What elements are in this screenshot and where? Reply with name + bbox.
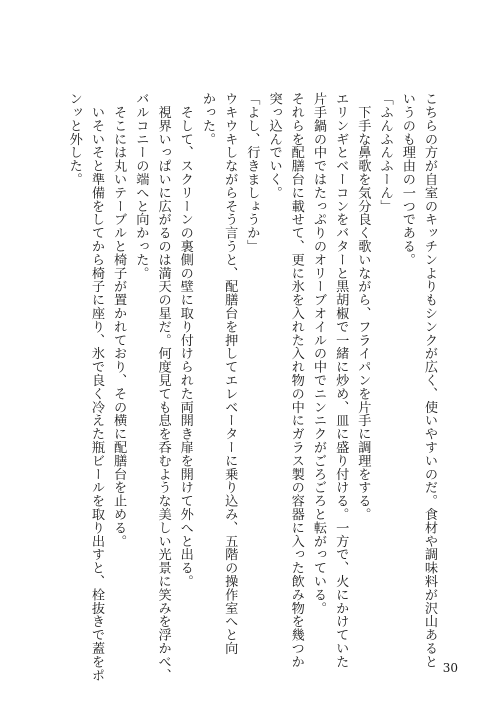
text-line: いそいそと準備をしてから椅子に座り、氷で良く冷えた瓶ビールを取り出すと、栓抜きで蓋をポ	[88, 92, 104, 682]
text-line: いうのも理由の一つである。	[399, 92, 415, 267]
text-line: こちらの方が自室のキッチンよりもシンクが広く、使いやすいのだ。食材や調味料が沢山あると	[422, 92, 437, 669]
text-line: 下手な鼻歌を気分良く歌いながら、フライパンを片手に調理をする。	[355, 92, 371, 521]
text-line: かった。	[199, 92, 215, 146]
text-line: 片手鍋の中ではたっぷりのオリーブオイルの中でニンニクがごろごろと転がっている。	[310, 92, 326, 615]
text-line: 「よし、行きましょうか」	[244, 92, 260, 253]
text-line: 「ふんふんふーん」	[377, 92, 393, 213]
text-line: 突っ込んでいく。	[266, 92, 282, 200]
page-number: 30	[442, 661, 458, 675]
text-line: それらを配膳台に載せて、更に氷を入れた入れ物の中にガラス製の容器に入った飲み物を幾つか	[288, 92, 304, 669]
text-line: バルコニーの端へと向かった。	[133, 92, 149, 280]
vertical-text-block	[63, 92, 440, 682]
text-line: ウキウキしながらそう言うと、配膳台を押してエレベーターに乗り込み、五階の操作室へと向	[222, 92, 238, 655]
text-line: ンッと外した。	[66, 92, 82, 186]
text-line: エリンギとベーコンをバターと黒胡椒で一緒に炒め、皿に盛り付ける。一方で、火にかけていた	[333, 92, 349, 669]
text-line: 視界いっぱいに広がるのは満天の星だ。何度見ても息を呑むような美しい光景に笑みを浮かべ、	[155, 92, 171, 682]
text-line: そして、スクリーンの裏側の壁に取り付けられた両開き扉を開けて外へと出る。	[177, 92, 193, 588]
text-line: そこには丸いテーブルと椅子が置かれており、その横に配膳台を止める。	[111, 92, 127, 548]
